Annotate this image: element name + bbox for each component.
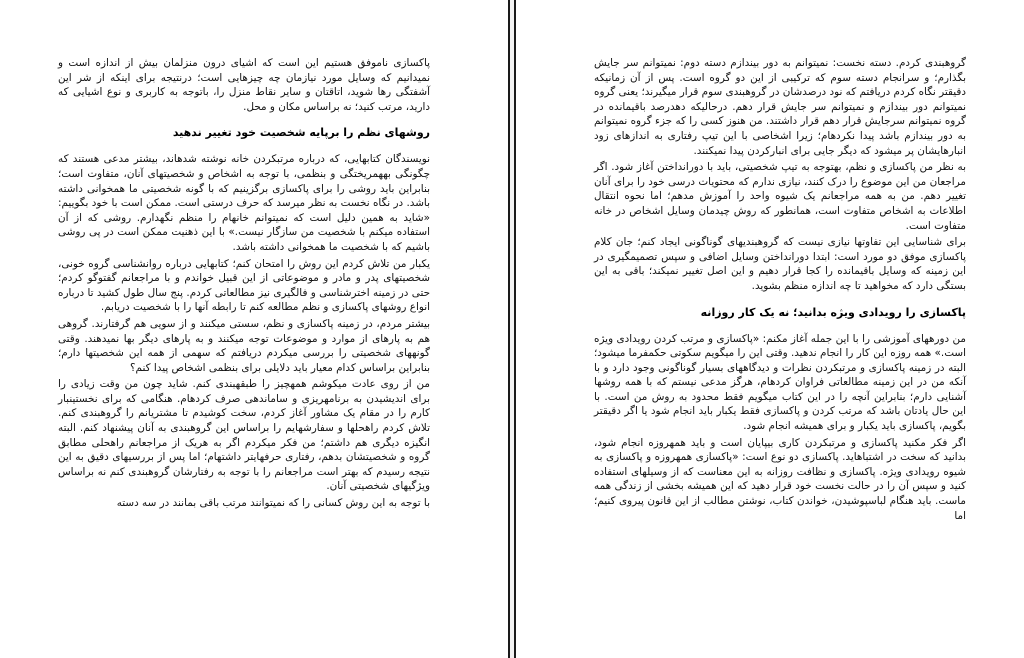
section-heading: روشهای نظم را برپایه شخصیت خود تغییر ندهید [172, 126, 430, 140]
page-edge-left [508, 0, 510, 658]
right-page [516, 0, 1024, 658]
paragraph: بیشتر مردم، در زمینه پاکسازی و نظم، سستی میکنند و از سویی هم گرفتارند. گروهی هم به پارهای از موارد و موضوعات توجه میکنند و به پارهای دیگر بها نمیدهند. وقتی گونههای شخصیتی را بررسی میکردم دریافتم که سهمی از همه این شخصیتها دارم؛ بنابراین براساس کدام معیار باید دلایلی برای بنظمی اشخاص پیدا کنم؟ [58, 317, 430, 374]
paragraph: نویسندگان کتابهایی، که درباره مرتبکردن خانه نوشته شدهاند، بیشتر مدعی هستند که چگونگی بههمریختگی و بنظمی، با توجه به اشخاص و شخصیتهای آنان، متفاوت است؛ بنابراین باید روشی را برای پاکسازی برگزینیم که با گونه شخصیتی ما همخوانی داشته باشد. در نگاه نخست به نظر میرسد که حرف درستی است. ممکن است با خود بگوییم: «شاید به همین دلیل است که نمیتوانم خانهام را منظم نگهدارم. روشی که از آن استفاده میکنم با شخصیت من سازگار نیست.» با این ذهنیت ممکن است در پی روشی باشیم که با شخصیت ما همخوانی داشته باشد. [58, 153, 430, 253]
paragraph: به نظر من پاکسازی و نظم، بهتوجه به تیپ شخصیتی، باید با دورانداختن آغاز شود. اگر مراجعان من این موضوع را درک کنند، نیازی ندارم که محتویات درسی خود را برای آنان تغییر دهم. من به همه مراجعانم یک شیوه واحد را آموزش مدهم؛ اما نحوه انتقال اطلاعات به اشخاص متفاوت است، همانطور که روش چیدمان وسایل اشخاص در خانه متفاوت است. [594, 161, 966, 232]
paragraph: من از روی عادت میکوشم همهچیز را طبقهبندی کنم. شاید چون من وقت زیادی را برای اندیشیدن به برنامهریزی و ساماندهی صرف کردهام. هنگامی که برای نخستینبار کارم را در مقام یک مشاور آغاز کردم، سخت کوشیدم تا مشتریانم را گروهبندی کنم. تلاش کردم راهحلها و سفارشهایم را براساس این گروهبندی به آنان پیشنهاد کنم. البته انگیزه دیگری هم داشتم؛ من فکر میکردم اگر به هریک از مراجعانم راهحلی مطابق گروه و شخصیتشان بدهم، رفتاری حرفهایتر داشتهام؛ اما پس از بررسیهای دقیق به این نتیجه رسیدم که بهتر است مراجعانم را با توجه به رفتارشان گروهبندی کنم نه براساس ویژگیهای شخصیتی آنان. [58, 378, 430, 493]
paragraph: گروهبندی کردم. دسته نخست: نمیتوانم به دور بیندازم دسته دوم: نمیتوانم سر جایش بگذارم؛ و سرانجام دسته سوم که ترکیبی از این دو گروه است. پس از آن زمانیکه دقیقتر نگاه کردم دریافتم که نود درصدشان در گروهبندی سوم قرار میگیرند؛ یعنی گروه نمیتوانم دور بیندازم و نمیتوانم سر جایش قرار دهم. درحالیکه دهدرصد باقیمانده در گروه نمیتوانم سرجایش قرار دهم قرار داشتند. من هنوز کسی را که جزء گروه نمیتوانم به دور بیندازم باشد پیدا نکردهام؛ زیرا اشخاصی با این تیپ رفتاری به اندازهای زود انبارهایشان پر میشود که دیگر جایی برای انبارکردن پیدا نمیکنند. [594, 57, 966, 157]
paragraph: با توجه به این روش کسانی را که نمیتوانند مرتب باقی بمانند در سه دسته [116, 497, 430, 510]
section-heading: پاکسازی را رویدادی ویژه بدانید؛ نه یک کار روزانه [700, 305, 966, 319]
left-page [0, 0, 508, 658]
paragraph: یکبار من تلاش کردم این روش را امتحان کنم؛ کتابهایی درباره روانشناسی گروه خونی، شخصیتهای پدر و مادر و موضوعاتی از این قبیل خواندم و با مراجعانم گفتوگو کردم؛ حتی در زمینه اخترشناسی و فالگیری نیز مطالعاتی کردم. پنج سال طول کشید تا درباره انواع روشهای پاکسازی و نظم مطالعه کنم تا رابطه آنها را با شخصیت دریابم. [58, 257, 430, 314]
paragraph: پاکسازی ناموفق هستیم این است که اشیای درون منزلمان بیش از اندازه است و نمیدانیم که وسایل مورد نیازمان چه چیزهایی است؛ درنتیجه برای اینکه از شر این آشفتگی رها شوید، اتاقتان و سایر نقاط منزل را، باتوجه به کاربری و نوع اشیایی که دارید، مرتب کنید؛ نه براساس مکان و محل. [58, 57, 430, 113]
paragraph: برای شناسایی این تفاوتها نیازی نیست که گروهبندیهای گوناگونی ایجاد کنم؛ جان کلام پاکسازی موفق دو مورد است: ابتدا دورانداختن وسایل اضافی و سپس تصمیمگیری در این زمینه که وسایل باقیمانده را کجا قرار دهیم و این اصل تغییر نمیکند؛ باقی به این بستگی دارد که مخواهید تا چه اندازه منظم بشوید. [594, 236, 966, 292]
paragraph: من دورههای آموزشی را با این جمله آغاز مکنم: «پاکسازی و مرتب کردن رویدادی ویژه است.» همه روزه این کار را انجام ندهید. وقتی این را میگویم سکوتی حکمفرما میشود؛ البته در زمینه پاکسازی و مرتبکردن نظرات و دیدگاههای بسیار گوناگونی وجود دارد و با آنکه من در این زمینه مطالعاتی فراوان کردهام، هرگز مدعی نیستم که با همه روشها آشنایی دارم؛ بنابراین آنچه را در این کتاب میگویم فقط محدود به روش من است. با این حال یادتان باشد که مرتب کردن و پاکسازی فقط یکبار باید انجام شود یا اگر دقیقتر بگویم، پاکسازی باید یکبار و برای همیشه انجام شود. [594, 332, 966, 433]
paragraph: اگر فکر مکنید پاکسازی و مرتبکردن کاری بیپایان است و باید همهروزه انجام شود، بدانید که سخت در اشتباهاید. پاکسازی دو نوع است: «پاکسازی همهروزه و پاکسازی به شیوه رویدادی ویژه. پاکسازی و نظافت روزانه به این معناست که از وسیلهای استفاده کنید و سپس آن را در حالت نخست خود قرار دهید که این همیشه بخشی از زندگی همه ماست. باید هنگام لباسپوشیدن، خواندن کتاب، نوشتن مطالب از این قانون پیروی کنیم؛ اما [594, 436, 966, 522]
